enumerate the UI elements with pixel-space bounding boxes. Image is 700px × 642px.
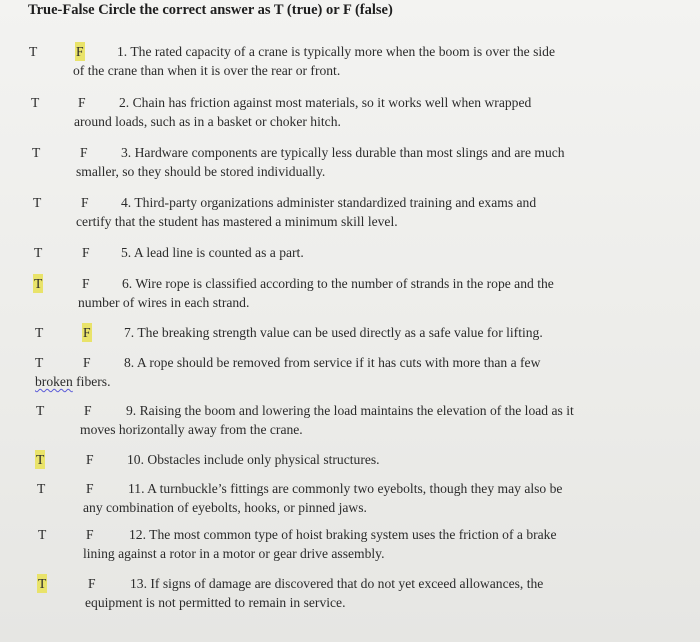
option-true[interactable]: T [37, 481, 46, 496]
question-number: 2. [119, 95, 130, 110]
question-2 [0, 93, 700, 133]
option-true[interactable]: T [35, 355, 44, 370]
question-number: 5. [121, 245, 132, 260]
worksheet-title: True-False Circle the correct answer as T (true) or F (false) [28, 2, 393, 18]
question-text-cont: certify that the student has mastered a minimum skill level. [76, 214, 398, 229]
question-11 [0, 479, 700, 519]
question-text: A lead line is counted as a part. [133, 245, 304, 260]
question-number: 11. [128, 481, 145, 496]
question-4 [0, 193, 700, 233]
question-number: 10. [127, 452, 144, 467]
question-number: 9. [126, 403, 137, 418]
question-text: Wire rope is classified according to the number of strands in the rope and the [135, 276, 554, 291]
question-12 [0, 525, 700, 565]
question-text: Hardware components are typically less durable than most slings and are much [134, 145, 565, 160]
question-text-cont: number of wires in each strand. [78, 295, 250, 310]
option-true[interactable]: T [35, 325, 44, 340]
option-false-circled[interactable]: F [83, 325, 91, 340]
option-false[interactable]: F [88, 576, 96, 591]
question-number: 3. [121, 145, 132, 160]
question-text: Third-party organizations administer standardized training and exams and [134, 195, 537, 210]
question-text-cont: moves horizontally away from the crane. [80, 422, 303, 437]
option-false[interactable]: F [82, 276, 90, 291]
question-text-cont: around loads, such as in a basket or choker hitch. [74, 114, 341, 129]
question-text-cont: smaller, so they should be stored individually. [76, 164, 326, 179]
option-false[interactable]: F [81, 195, 89, 210]
question-text: The rated capacity of a crane is typically more when the boom is over the side [130, 44, 556, 59]
question-7 [0, 323, 700, 343]
question-number: 13. [130, 576, 147, 591]
question-1 [0, 42, 700, 82]
option-false[interactable]: F [86, 481, 94, 496]
question-8 [0, 353, 700, 393]
option-true[interactable]: T [29, 44, 38, 59]
option-true[interactable]: T [32, 145, 41, 160]
question-text: The breaking strength value can be used directly as a safe value for lifting. [137, 325, 543, 340]
question-number: 1. [117, 44, 128, 59]
question-text-cont: of the crane than when it is over the rear or front. [73, 63, 341, 78]
question-text-cont: lining against a rotor in a motor or gear drive assembly. [83, 546, 385, 561]
option-false[interactable]: F [80, 145, 88, 160]
question-13 [0, 574, 700, 614]
question-text: The most common type of hoist braking system uses the friction of a brake [149, 527, 557, 542]
question-3 [0, 143, 700, 183]
option-false[interactable]: F [86, 527, 94, 542]
option-true[interactable]: T [33, 195, 42, 210]
question-number: 12. [129, 527, 146, 542]
option-false[interactable]: F [83, 355, 91, 370]
question-6 [0, 274, 700, 314]
option-true[interactable]: T [34, 245, 43, 260]
option-false[interactable]: F [84, 403, 92, 418]
option-true-circled[interactable]: T [38, 576, 47, 591]
question-text: If signs of damage are discovered that do not yet exceed allowances, the [150, 576, 544, 591]
option-true-circled[interactable]: T [36, 452, 45, 467]
option-true[interactable]: T [36, 403, 45, 418]
option-true[interactable]: T [38, 527, 47, 542]
question-text: Obstacles include only physical structures. [147, 452, 380, 467]
question-text: A rope should be removed from service if it has cuts with more than a few [136, 355, 541, 370]
question-text: Chain has friction against most materials, so it works well when wrapped [132, 95, 532, 110]
question-5 [0, 243, 700, 263]
question-number: 7. [124, 325, 135, 340]
question-number: 6. [122, 276, 133, 291]
option-false[interactable]: F [82, 245, 90, 260]
question-text: A turnbuckle’s fittings are commonly two eyebolts, though they may also be [147, 481, 563, 496]
question-text-cont: fibers. [72, 374, 111, 389]
question-text: Raising the boom and lowering the load maintains the elevation of the load as it [139, 403, 574, 418]
question-text-cont: any combination of eyebolts, hooks, or pinned jaws. [83, 500, 367, 515]
option-false[interactable]: F [78, 95, 86, 110]
spellcheck-word: broken [35, 374, 73, 389]
option-true-circled[interactable]: T [34, 276, 43, 291]
question-10 [0, 450, 700, 470]
question-number: 4. [121, 195, 132, 210]
option-false[interactable]: F [86, 452, 94, 467]
question-text-cont: equipment is not permitted to remain in service. [85, 595, 346, 610]
question-number: 8. [124, 355, 135, 370]
option-false-circled[interactable]: F [76, 44, 84, 59]
option-true[interactable]: T [31, 95, 40, 110]
question-9 [0, 401, 700, 441]
